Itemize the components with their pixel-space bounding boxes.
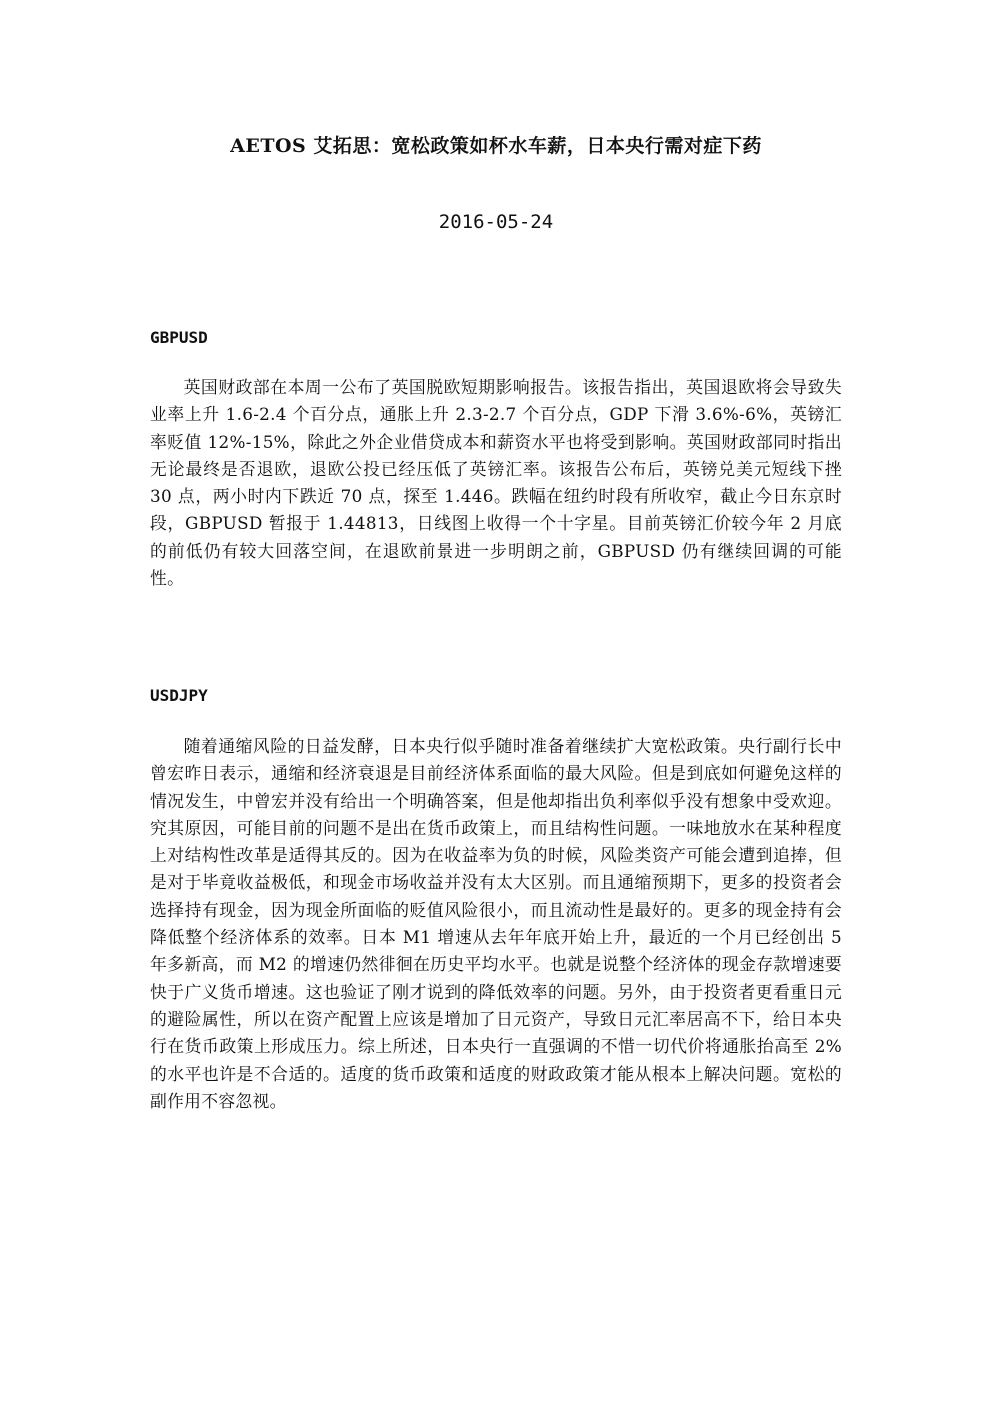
section-paragraph-gbpusd: 英国财政部在本周一公布了英国脱欧短期影响报告。该报告指出，英国退欧将会导致失业率上升 1.6-2.4 个百分点，通胀上升 2.3-2.7 个百分点，GDP 下滑 3.6%-6%，英镑汇率贬值 12%-15%，除此之外企业借贷成本和薪资水平也将受到影响。英国财政部同时指出无论最终是否退欧，退欧公投已经压低了英镑汇率。该报告公布后，英镑兑美元短线下挫 30 点，两小时内下跌近 70 点，探至 1.446。跌幅在纽约时段有所收窄，截止今日东京时段，GBPUSD 暂报于 1.44813，日线图上收得一个十字星。目前英镑汇价较今年 2 月底的前低仍有较大回落空间，在退欧前景进一步明朗之前，GBPUSD 仍有继续回调的可能性。 [150, 377, 842, 589]
section-heading-gbpusd: GBPUSD [150, 328, 208, 347]
section-heading-usdjpy: USDJPY [150, 686, 208, 705]
document-title: AETOS 艾拓思：宽松政策如杯水车薪，日本央行需对症下药 [230, 135, 762, 157]
document-date: 2016-05-24 [438, 211, 554, 233]
section-paragraph-usdjpy: 随着通缩风险的日益发酵，日本央行似乎随时准备着继续扩大宽松政策。央行副行长中曾宏昨日表示，通缩和经济衰退是目前经济体系面临的最大风险。但是到底如何避免这样的情况发生，中曾宏并没有给出一个明确答案，但是他却指出负利率似乎没有想象中受欢迎。究其原因，可能目前的问题不是出在货币政策上，而且结构性问题。一味地放水在某种程度上对结构性改革是适得其反的。因为在收益率为负的时候，风险类资产可能会遭到追捧，但是对于毕竟收益极低，和现金市场收益并没有太大区别。而且通缩预期下，更多的投资者会选择持有现金，因为现金所面临的贬值风险很小，而且流动性是最好的。更多的现金持有会降低整个经济体系的效率。日本 M1 增速从去年年底开始上升，最近的一个月已经创出 5 年多新高，而 M2 的增速仍然徘徊在历史平均水平。也就是说整个经济体的现金存款增速要快于广义货币增速。这也验证了刚才说到的降低效率的问题。另外，由于投资者更看重日元的避险属性，所以在资产配置上应该是增加了日元资产，导致日元汇率居高不下，给日本央行在货币政策上形成压力。综上所述，日本央行一直强调的不惜一切代价将通胀抬高至 2%的水平也许是不合适的。适度的货币政策和适度的财政政策才能从根本上解决问题。宽松的副作用不容忽视。 [150, 736, 842, 1111]
